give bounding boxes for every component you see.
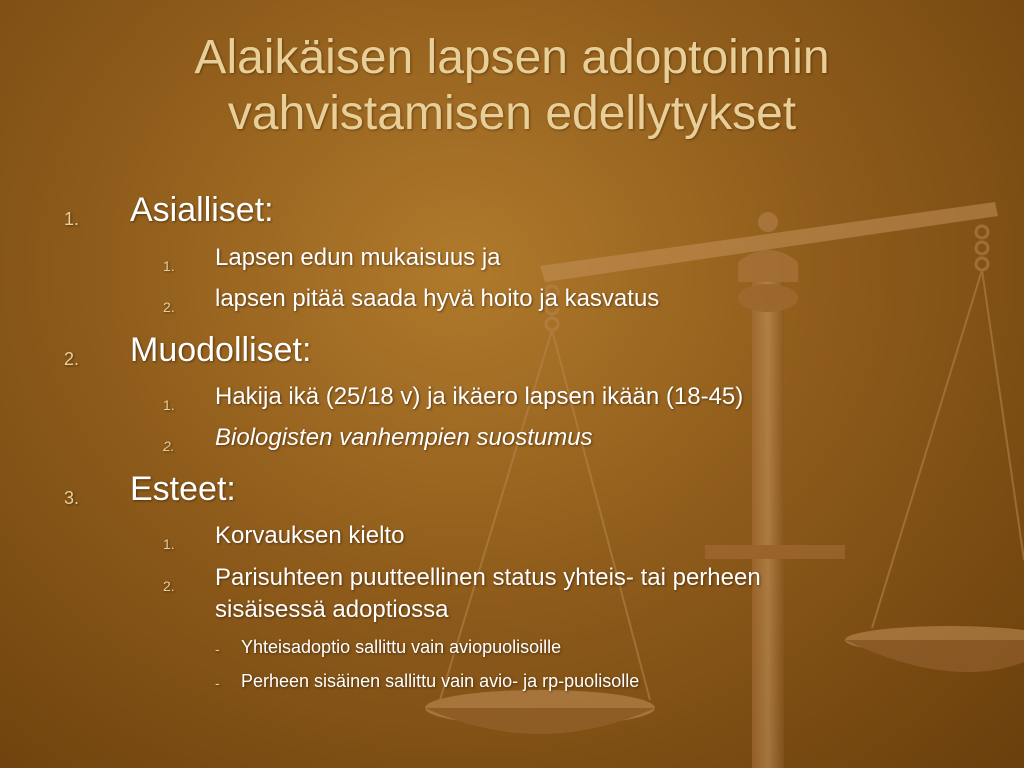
sub-item-number: 2. xyxy=(163,438,175,454)
sub-item-number: 1. xyxy=(163,258,175,274)
list-item-label: Esteet: xyxy=(130,470,236,508)
sub-item xyxy=(163,422,593,454)
list-number: 1. xyxy=(64,209,80,229)
sub-item-text: lapsen pitää saada hyvä hoito ja kasvatus xyxy=(215,285,660,312)
sub-sub-item-text: Yhteisadoptio sallittu vain aviopuolisoille xyxy=(241,637,562,657)
list-number: 3. xyxy=(64,488,80,508)
sub-item-text: Hakija ikä (25/18 v) ja ikäero lapsen ikään (18-45) xyxy=(215,383,744,410)
sub-item-number: 2. xyxy=(163,578,175,594)
sub-item xyxy=(163,562,761,626)
list-item-muodolliset xyxy=(64,330,312,370)
sub-sub-item xyxy=(215,635,562,659)
title-line-2: vahvistamisen edellytykset xyxy=(227,87,797,140)
list-item-label: Asialliset: xyxy=(130,191,274,229)
sub-item-number: 1. xyxy=(163,397,175,413)
dash-bullet: - xyxy=(215,675,220,691)
sub-item xyxy=(163,242,501,274)
sub-item xyxy=(163,381,744,413)
sub-sub-item-text: Perheen sisäinen sallittu vain avio- ja rp-puolisolle xyxy=(241,671,640,691)
sub-item xyxy=(163,520,405,552)
list-item-asialliset xyxy=(64,190,274,230)
title-line-1: Alaikäisen lapsen adoptoinnin xyxy=(194,31,830,84)
sub-item-text: Lapsen edun mukaisuus ja xyxy=(215,244,501,271)
sub-item-number: 2. xyxy=(163,299,175,315)
list-number: 2. xyxy=(64,349,80,369)
list-item-label: Muodolliset: xyxy=(130,331,312,369)
sub-item-text-line-1: Parisuhteen puutteellinen status yhteis- tai perheen xyxy=(215,564,761,591)
sub-item-text: Korvauksen kielto xyxy=(215,522,405,549)
list-item-esteet xyxy=(64,469,236,509)
sub-item-text-line-2: sisäisessä adoptiossa xyxy=(215,596,449,623)
dash-bullet: - xyxy=(215,641,220,657)
sub-item-text: Biologisten vanhempien suostumus xyxy=(215,424,593,451)
sub-sub-item xyxy=(215,669,640,693)
sub-item-number: 1. xyxy=(163,536,175,552)
sub-item xyxy=(163,283,660,315)
